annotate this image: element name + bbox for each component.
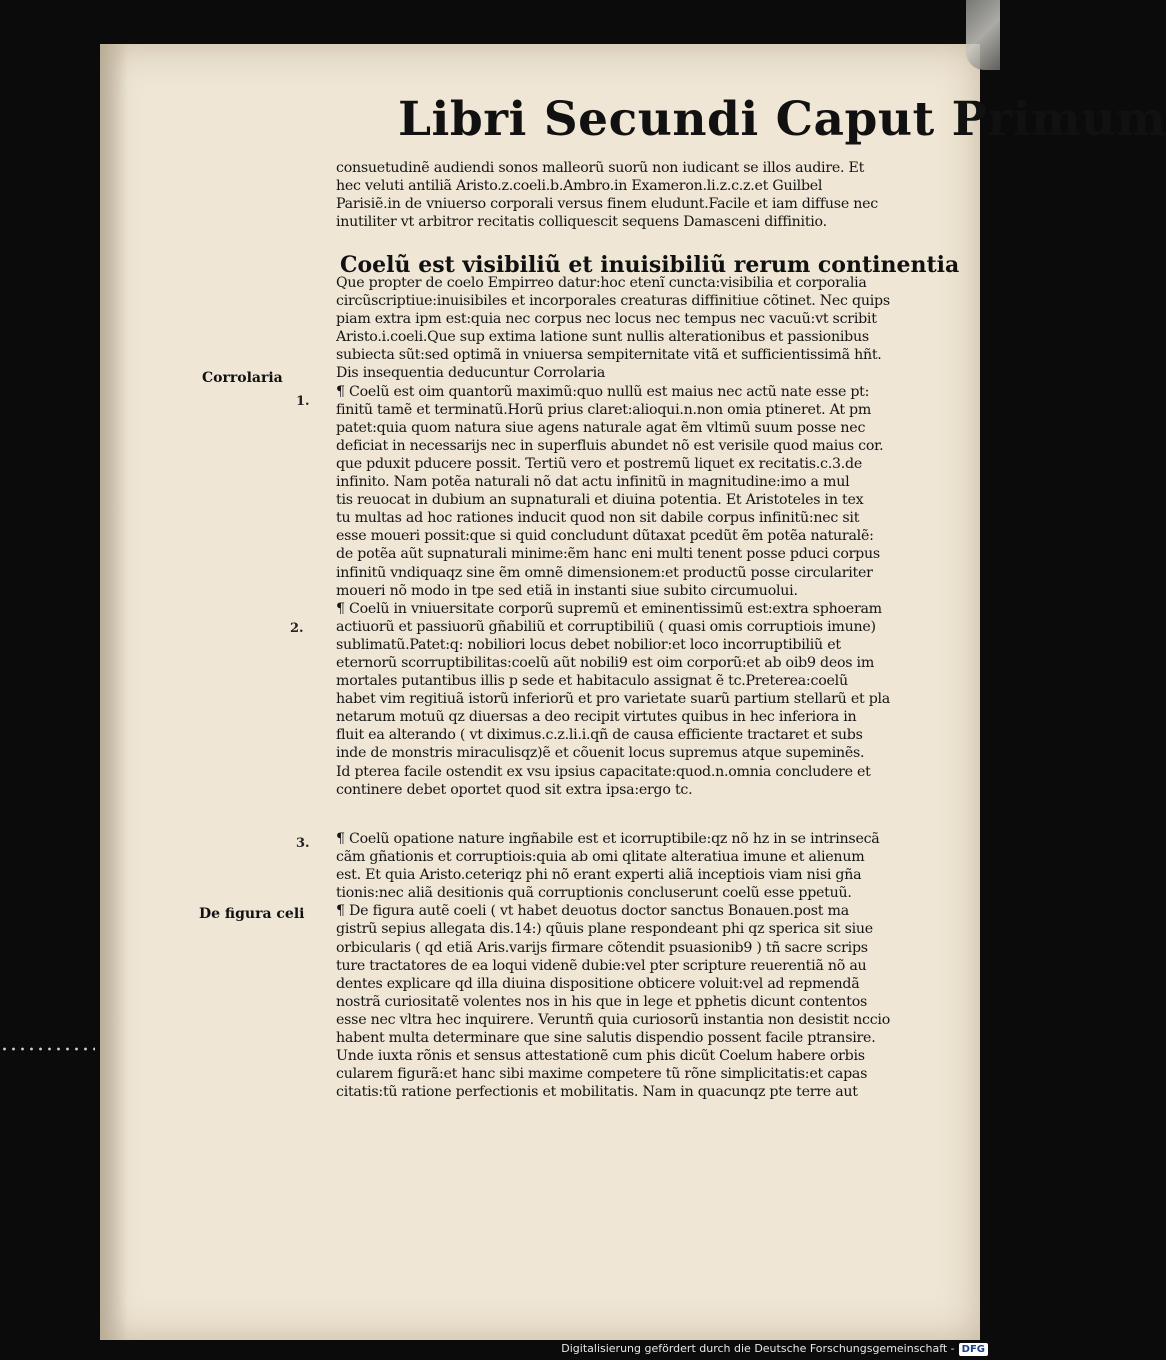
text-block-corollaria [336,274,952,799]
text-line: esse nec vltra hec inquirere. Veruntñ quia curiosorũ instantia non desistit nccio [336,1011,890,1028]
corollary-number-2: 2. [290,621,304,636]
text-line: piam extra ipm est:quia nec corpus nec locus nec tempus nec vacuũ:vt scribit [336,311,877,328]
text-line: patet:quia quom natura siue agens naturale agat ẽm vltimũ suum posse nec [336,419,866,436]
dfg-logo: DFG [959,1343,988,1356]
text-line: continere debet oportet quod sit extra ipsa:ergo tc. [336,781,693,798]
text-line: Que propter de coelo Empirreo datur:hoc etenĩ cuncta:visibilia et corporalia [336,275,867,291]
text-line: Unde iuxta rõnis et sensus attestationẽ cum phis dicũt Coelum habere orbis [336,1048,865,1065]
text-line: Dis insequentia deducuntur Corrolaria [336,365,606,382]
text-line: esse moueri possit:que si quid concludunt dũtaxat pcedũt ẽm potẽa naturalẽ: [336,528,874,545]
text-line: tionis:nec aliã desitionis quã corruptionis concluserunt coelũ esse ppetuũ. [336,885,852,902]
text-line: ¶ Coelũ est oim quantorũ maximũ:quo nullũ est maius nec actũ nate esse pt: [336,383,870,400]
text-line: actiuorũ et passiuorũ gñabiliũ et corruptibiliũ ( quasi omis corruptiois imune) [336,618,876,635]
text-line: infinito. Nam potẽa naturali nõ dat actu infinitũ in magnitudine:imo a mul [336,474,850,491]
text-line: mortales putantibus illis p sede et habitaculo assignat ẽ tc.Preterea:coelũ [336,673,848,690]
corollary-number-1: 1. [296,394,310,409]
text-line: orbicularis ( qd etiã Aris.varijs firmare cõtendit psuasionib9 ) tñ sacre scrips [336,939,868,956]
text-block-figura [336,830,952,1101]
digitization-credit [561,1342,988,1356]
corollary-number-3: 3. [296,836,310,851]
text-line: inde de monstris miraculisqz)ẽ et cõuenit locus supremus atque supeminẽs. [336,745,865,762]
text-line: Id pterea facile ostendit ex vsu ipsius capacitate:quod.n.omnia concludere et [336,763,871,780]
page-gutter-shadow [100,44,128,1340]
text-line: Aristo.i.coeli.Que sup extima latione sunt nullis alterationibus et passionibus [336,329,869,346]
margin-note-figura: De figura celi [199,906,305,922]
text-line: inutiliter vt arbitror recitatis colliquescit sequens Damasceni diffinitio. [336,214,827,231]
definition-heading: Coelũ est visibiliũ et inuisibiliũ rerum continentia [340,252,960,278]
text-line: de potẽa aũt supnaturali minime:ẽm hanc eni multi tenent posse pduci corpus [336,546,880,563]
running-head: Libri Secundi Caput Primum [398,92,1166,147]
text-line: hec veluti antiliã Aristo.z.coeli.b.Ambro.in Exameron.li.z.c.z.et Guilbel [336,178,823,195]
text-line: sublimatũ.Patet:q: nobiliori locus debet nobilior:et loco incorruptibiliũ et [336,636,841,653]
text-line: gistrũ sepius allegata dis.14:) qũuis plane respondeant phi qz sperica sit siue [336,921,873,938]
text-line: finitũ tamẽ et terminatũ.Horũ prius claret:alioqui.n.non omia ptineret. At pm [336,401,872,418]
text-line: tis reuocat in dubium an supnaturali et diuina potentia. Et Aristoteles in tex [336,492,864,509]
ruler-dots [0,1045,95,1053]
text-line: ¶ Coelũ in vniuersitate corporũ supremũ et eminentissimũ est:extra sphoeram [336,600,882,617]
text-line: que pduxit pducere possit. Tertiũ vero et postremũ liquet ex recitatis.c.3.de [336,455,862,472]
text-line: circũscriptiue:inuisibiles et incorporales creaturas diffinitiue cõtinet. Nec quips [336,293,890,310]
text-line: eternorũ scorruptibilitas:coelũ aũt nobili9 est oim corporũ:et ab oib9 deos im [336,654,875,671]
text-line: ¶ De figura autẽ coeli ( vt habet deuotus doctor sanctus Bonauen.post ma [336,903,849,920]
text-line: Parisiẽ.in de vniuerso corporali versus finem eludunt.Facile et iam diffuse nec [336,196,878,213]
text-line: moueri nõ modo in tpe sed etiã in instanti siue subito circumuolui. [336,582,798,599]
text-line: cularem figurã:et hanc sibi maxime competere tũ rõne simplicitatis:et capas [336,1066,868,1083]
text-line: habet vim regitiuã istorũ inferiorũ et pro varietate suarũ partium stellarũ et pla [336,691,891,708]
text-line: nostrã curiositatẽ volentes nos in his que in lege et pphetis dicunt contentos [336,993,868,1010]
text-line: ture tractatores de ea loqui videnẽ dubie:vel pter scripture reuerentiã nõ au [336,957,867,974]
text-line: subiecta sũt:sed optimã in vniuersa sempiternitate vitã et sufficientissimã hñt. [336,347,882,364]
text-line: deficiat in necessarijs nec in superfluis abundet nõ est verisile quod maius cor. [336,437,884,454]
binding-string [966,0,1000,70]
text-line: infinitũ vndiquaqz sine ẽm omnẽ dimensionem:et productũ posse circulariter [336,564,873,581]
margin-note-corollaria: Corrolaria [202,370,283,386]
credit-text: Digitalisierung gefördert durch die Deutsche Forschungsgemeinschaft - [561,1342,955,1355]
text-line: tu multas ad hoc rationes inducit quod non sit dabile corpus infinitũ:nec sit [336,510,860,527]
text-line: est. Et quia Aristo.ceteriqz phi nõ erant experti aliã inceptiois viam nisi gña [336,867,862,884]
text-line: netarum motuũ qz diuersas a deo recipit virtutes quibus in hec inferiora in [336,709,857,726]
text-line: consuetudinẽ audiendi sonos malleorũ suorũ non iudicant se illos audire. Et [336,160,865,176]
text-line: fluit ea alterando ( vt diximus.c.z.li.i.qñ de causa efficiente tractaret et subs [336,727,863,744]
text-line: citatis:tũ ratione perfectionis et mobilitatis. Nam in quacunqz pte terre aut [336,1084,858,1101]
text-line: cãm gñationis et corruptiois:quia ab omi qlitate alteratiua imune et alienum [336,849,865,866]
text-line: dentes explicare qd illa diuina dispositione obticere voluit:vel ad repmendã [336,975,860,992]
text-line: ¶ Coelũ opatione nature ingñabile est et icorruptibile:qz nõ hz in se intrinsecã [336,831,880,847]
text-block-intro [336,159,952,231]
text-line: habent multa determinare que sine salutis dispendio possent facile ptransire. [336,1030,876,1047]
